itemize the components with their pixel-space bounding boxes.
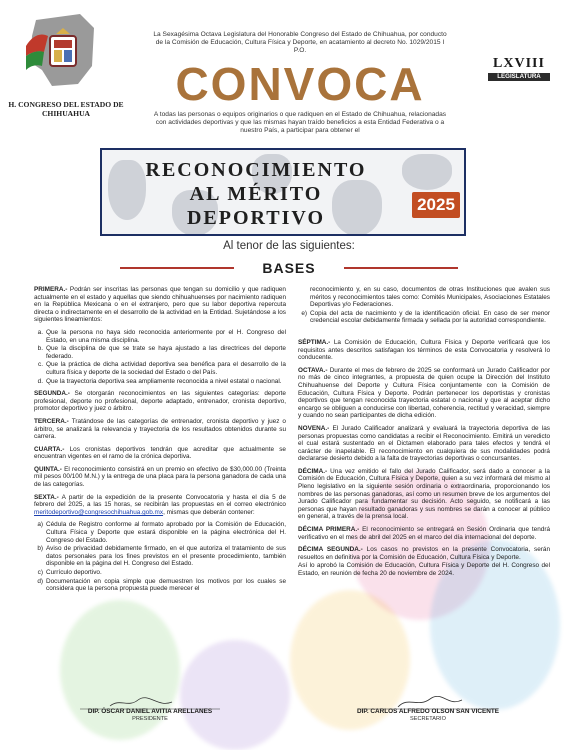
clause-text: A partir de la expedición de la presente Convocatoria y hasta el día 5 de febrero del 2025, a las 15 horas, se recibirán las propuestas en el correo electrónico — [34, 493, 286, 509]
clause-text: Los casos no previstos en la presente Convocatoria, serán resueltos en definitiva por la Comisión de Educación, Cultura Física y Deporte. — [298, 546, 550, 561]
list-marker: d) — [37, 577, 43, 585]
signature-left — [60, 708, 240, 723]
clause-tercera — [34, 418, 286, 441]
list-item — [298, 286, 550, 309]
award-name-line-1: RECONOCIMIENTO — [145, 159, 367, 181]
list-text: Currículo deportivo. — [46, 569, 102, 576]
list-text: Aviso de privacidad debidamente firmado, en el que autoriza el tratamiento de sus datos personales para los fines previstos en el presente procedimiento, también disponible en la página del H. Congreso del Estado. — [46, 545, 286, 568]
clause-label: SEGUNDA.- — [34, 390, 70, 398]
list-marker: e) — [301, 309, 307, 317]
award-name-line-3: DEPORTIVO — [186, 207, 326, 229]
sexta-list — [34, 521, 286, 592]
signature-scribble-icon — [80, 696, 220, 710]
clause-label: DÉCIMA SEGUNDA.- — [298, 546, 363, 554]
list-marker: b) — [37, 545, 43, 553]
list-item — [34, 378, 286, 386]
list-item — [34, 545, 286, 568]
closing-statement: Así lo aprobó la Comisión de Educación, Cultura Física y Deporte del H. Congreso del Estado, en reunión de fecha 20 de noviembre de 2024. — [298, 562, 550, 577]
list-text: Documentación en copia simple que demuestren los motivos por los cuales se considera que la persona propuesta puede merecer el — [46, 577, 286, 593]
clause-text: Una vez emitido el fallo del Jurado Calificador, será dado a conocer a la Comisión de Educación, Cultura Física y Deporte, quien a su vez informará del mismo al Pleno legislativo en la siguiente sesión ordinaria o extraordinaria, proporcionando los nombres de las personas ganadoras, así como un resumen breve de los argumentos del Jurado Calificador para fundamentar su decisión. Acto seguido, se notificará a las personas que hayan resultado ganadoras y sus nombres se darán a conocer al público en general, a través de la prensa local. — [298, 467, 550, 521]
congress-name: H. CONGRESO DEL ESTADO DE CHIHUAHUA — [8, 100, 124, 118]
clause-text: Se otorgarán reconocimientos en las siguientes categorías: deporte profesional, deporte no profesional, deporte adaptado, entrenador, cronista deportivo, promotor deportivo y juez o árbitro. — [34, 390, 286, 413]
clause-label: NOVENA.- — [298, 424, 330, 432]
clause-text: El reconocimiento consistirá en un premio en efectivo de $30,000.00 (Treinta mil pesos 00/100 M.N.) y la entrega de una placa para la persona ganadora de cada una de las categorías. — [34, 465, 286, 489]
clause-label: DÉCIMA PRIMERA.- — [298, 526, 360, 534]
list-marker: b. — [37, 345, 43, 353]
list-text: Que la disciplina de que se trate se haya ajustado a las directrices del deporte federado. — [46, 345, 286, 360]
clause-label: SEXTA.- — [34, 493, 59, 501]
list-marker: d. — [37, 377, 43, 385]
list-text: Cédula de Registro conforme al formato aprobado por la Comisión de Educación, Cultura Física y Deporte que estará disponible en la página electrónica del H. Congreso del Estado. — [46, 521, 286, 544]
award-banner — [100, 148, 466, 236]
clause-octava — [298, 367, 550, 420]
award-name-line-2: AL MÉRITO — [189, 183, 323, 205]
clause-primera — [34, 286, 286, 324]
clause-text: Podrán ser inscritas las personas que tengan su domicilio y que radiquen actualmente en el estado y aquellas que siendo chihuahuenses por nacimiento radiquen en la República Mexicana o en el extranjero, pero que su labor deportiva repercuta directa o indirectamente en el desarrollo de la actividad en la Entidad. Sujetándose a los siguientes lineamientos: — [34, 286, 286, 324]
list-item — [34, 361, 286, 376]
banner-athlete-silhouette — [402, 154, 452, 190]
clause-text: Los cronistas deportivos tendrán que acreditar que actualmente se encuentran vigentes en el ramo de la crónica deportiva. — [34, 445, 286, 461]
clause-label: OCTAVA.- — [298, 366, 328, 374]
clause-text: La Comisión de Educación, Cultura Física y Deporte verificará que los requisitos antes descritos satisfagan los términos de esta Convocatoria y resolverá lo conducente. — [298, 338, 550, 362]
list-marker: c) — [37, 569, 43, 576]
chihuahua-state-map-seal-icon — [22, 6, 102, 98]
list-item — [34, 569, 286, 577]
submission-email-link[interactable]: meritodeportivo@congresochihuahua.gob.mx — [34, 508, 164, 516]
signatory-role: PRESIDENTE — [132, 716, 168, 722]
signatory-name: DIP. CARLOS ALFREDO OLSON SAN VICENTE — [356, 708, 500, 715]
list-marker: a) — [37, 521, 43, 529]
list-text: Que la práctica de dicha actividad deportiva sea benéfica para el desarrollo de la cultura física y deporte de la sociedad del Estado o del País. — [46, 361, 286, 376]
left-column — [34, 286, 286, 598]
bases-heading — [120, 258, 458, 278]
primera-list — [34, 329, 286, 385]
watermark-athlete-silhouette — [180, 640, 290, 750]
list-item — [34, 578, 286, 593]
main-title: CONVOCA — [175, 58, 425, 110]
list-item — [34, 521, 286, 544]
signatory-name: DIP. ÓSCAR DANIEL AVITIA ARELLANES — [87, 708, 213, 715]
clause-label: TERCERA.- — [34, 417, 69, 425]
clause-septima — [298, 339, 550, 362]
list-item — [298, 310, 550, 325]
legislature-number: LXVIII — [493, 56, 545, 71]
clause-label: PRIMERA.- — [34, 286, 68, 293]
list-marker: a. — [37, 328, 43, 336]
list-marker: c. — [38, 361, 43, 369]
clause-text: Tratándose de las categorías de entrenador, cronista deportivo y juez o árbitro, se analizará la relevancia y trayectoria de los resultados obtenidos durante su carrera. — [34, 417, 286, 441]
intro-text: La Sexagésima Octava Legislatura del Honorable Congreso del Estado de Chihuahua, por conducto de la Comisión de Educación, Cultura Física y Deporte, en acatamiento al decreto No. 1029/2015 I P.O. — [153, 31, 447, 54]
clause-text: El reconocimiento se entregará en Sesión Ordinaria que tendrá verificativo en el mes de abril del 2025 en el marco del día internacional del deporte. — [298, 526, 550, 541]
bases-title: BASES — [234, 258, 344, 278]
tenor-heading: Al tenor de las siguientes: — [223, 240, 355, 252]
clause-text: El Jurado Calificador analizará y evaluará la trayectoria deportiva de las personas propuestas como candidatas a recibir el Reconocimiento. Emitirá un veredicto el cual estará sustentado en el Dictamen elaborado para tales efectos y tendrá el carácter de inapelable. El reconocimiento en cualquiera de sus modalidades podrá declararse desierto debido a la falta de trayectorias deportivas o concursantes. — [298, 424, 550, 463]
legislature-badge — [488, 56, 550, 81]
clause-decima-segunda — [298, 546, 550, 561]
list-marker — [298, 286, 310, 309]
clause-label: QUINTA.- — [34, 465, 62, 473]
clause-segunda — [34, 390, 286, 413]
clause-text: , mismas que deberán contener: — [163, 508, 255, 516]
legislature-word: LEGISLATURA — [488, 73, 550, 81]
clause-cuarta — [34, 446, 286, 461]
clause-quinta — [34, 466, 286, 489]
clause-text: Durante el mes de febrero de 2025 se conformará un Jurado Calificador por no más de cinco integrantes, a propuesta de quien ocupe la Dirección del Instituto Chihuahuense del Deporte y Cultura Física conjuntamente con la Comisión de Educación, Cultura Física y Deporte. Podrán pertenecer los deportistas y cronistas deportivos que tengan reconocida trayectoria estatal o nacional y que al aceptar dicho encargo se obliguen a conducirse con libertad, coherencia, rectitud y veracidad, siempre y cuando no sean participantes de dicha edición. — [298, 366, 550, 420]
sexta-list-continued — [298, 286, 550, 325]
year-badge: 2025 — [412, 192, 460, 218]
clause-decima-primera — [298, 526, 550, 541]
clause-decima — [298, 468, 550, 521]
clause-label: DÉCIMA.- — [298, 467, 328, 475]
clause-label: CUARTA.- — [34, 445, 65, 453]
list-item — [34, 345, 286, 360]
list-text: Que la trayectoria deportiva sea ampliamente reconocida a nivel estatal o nacional. — [46, 377, 282, 385]
clause-label: SÉPTIMA.- — [298, 338, 331, 346]
award-name — [106, 158, 406, 230]
sub-intro-text: A todas las personas o equipos originarios o que radiquen en el Estado de Chihuahua, relacionadas con actividades deportivas y que las mismas hayan traído beneficios a esta Entidad Federativa o a nuestro País, a participar para obtener el — [153, 111, 447, 134]
signature-scribble-icon — [358, 696, 498, 710]
clause-sexta — [34, 494, 286, 517]
list-text: Copia del acta de nacimiento y de la identificación oficial. En caso de ser menor credencial escolar debidamente firmada y sellada por la autoridad correspondiente. — [310, 309, 550, 325]
signature-right — [338, 708, 518, 723]
list-item — [34, 329, 286, 344]
list-text: reconocimiento y, en su caso, documentos de otras Instituciones que avalen sus méritos y reconocimientos tales como: Comités Municipales, Asociaciones Estatales Deportivas y/o Federaciones. — [310, 286, 550, 309]
list-text: Que la persona no haya sido reconocida anteriormente por el H. Congreso del Estado, en una misma disciplina. — [46, 328, 286, 344]
clause-novena — [298, 425, 550, 463]
signatory-role: SECRETARIO — [410, 716, 446, 722]
right-column — [298, 286, 550, 583]
